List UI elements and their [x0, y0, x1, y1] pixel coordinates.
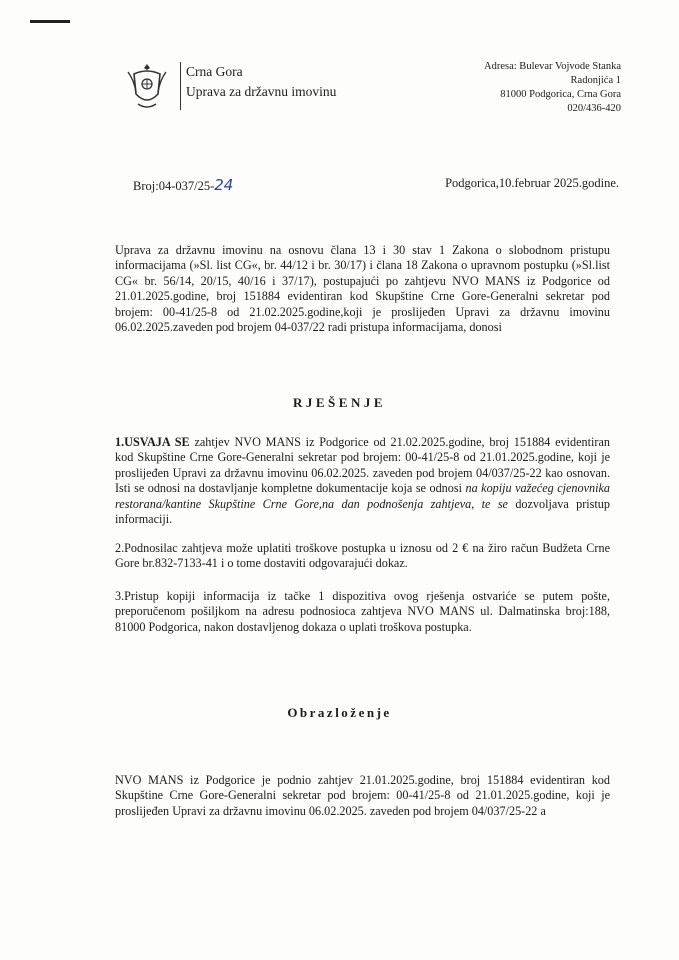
item-1-italic: na kopiju važećeg cjenovnika restorana/kantine Skupštine Crne Gore,na dan podnošenja zahtjeva, te se — [115, 481, 610, 511]
reference-prefix: Broj:04-037/25- — [133, 179, 215, 193]
item-3-paragraph — [115, 589, 610, 635]
org-line-2: Uprava za državnu imovinu — [186, 84, 337, 99]
organization-name — [186, 62, 336, 102]
margin-mark — [30, 20, 70, 23]
item-1-text-a: zahtjev NVO MANS iz Podgorice od 21.02.2025.godine, broj 151884 evidentiran kod Skupštine Crne Gore-Generalni sekretar pod brojem: 00-41/25-8 od 21.01.2025.godine, koji je proslijeđen Upravi za državnu imovinu 06.02.2025. zaveden pod brojem 04/037/25-22 kao osnovan. Isti se odnosi na dostavljanje kompletne dokumentacije koja se odnosi — [115, 435, 610, 496]
reasoning-paragraph — [115, 773, 610, 819]
handwritten-number: 24 — [214, 176, 234, 194]
intro-text: Uprava za državnu imovinu na osnovu člana 13 i 30 stav 1 Zakona o slobodnom pristupu informacijama (»Sl. list CG«, br. 44/12 i br. 30/17) i člana 18 Zakona o upravnom postupku (»Sl.list CG« br. 56/14, 20/15, 40/16 i 37/17), postupajući po zahtjevu NVO MANS iz Podgorice od 21.01.2025.godine, broj 151884 evidentiran kod Skupštine Crne Gore-Generalni sekretar pod brojem: 00-41/25-8 od 21.02.2025.godine,koji je proslijeđen Upravi za državnu imovinu 06.02.2025.zaveden pod brojem 04-037/22 radi pristupa informacijama, donosi — [115, 243, 610, 335]
address-line: 020/436-420 — [567, 103, 621, 114]
reasoning-title: Obrazloženje — [287, 705, 392, 720]
item-1-text-b: dozvoljava pristup informaciji. — [115, 496, 610, 527]
item-2-paragraph — [115, 541, 610, 572]
reference-number — [133, 176, 233, 194]
org-line-1: Crna Gora — [186, 64, 243, 79]
address-block — [484, 60, 621, 116]
address-line: Radonjića 1 — [570, 75, 621, 86]
reasoning-text: NVO MANS iz Podgorice je podnio zahtjev 21.01.2025.godine, broj 151884 evidentiran kod Skupštine Crne Gore-Generalni sekretar pod brojem: 00-41/25-8 od 21.01.2025.godine, koji je proslijeđen Upravi za državnu imovinu 06.02.2025. zaveden pod brojem 04/037/25-22 a — [115, 773, 610, 818]
decision-title: RJEŠENJE — [292, 395, 387, 410]
address-line: 81000 Podgorica, Crna Gora — [500, 89, 621, 100]
item-1-bold: 1.USVAJA SE — [115, 435, 190, 449]
coat-of-arms-icon — [124, 60, 170, 112]
intro-paragraph — [115, 243, 610, 335]
item-2-text: 2.Podnosilac zahtjeva može uplatiti troškove postupka u iznosu od 2 € na žiro račun Budžeta Crne Gore br.832-7133-41 i o tome dostaviti odgovarajući dokaz. — [115, 541, 610, 571]
item-1-paragraph — [115, 435, 610, 527]
header-divider — [180, 62, 181, 110]
item-3-text: 3.Pristup kopiji informacija iz tačke 1 dispozitiva ovog rješenja ostvariće se putem pošte, preporučenom pošiljkom na adresu podnosioca zahtjeva NVO MANS ul. Dalmatinska broj:188, 81000 Podgorica, nakon dostavljenog dokaza o uplati troškova postupka. — [115, 589, 610, 634]
place-date: Podgorica,10.februar 2025.godine. — [445, 176, 619, 190]
address-line: Adresa: Bulevar Vojvode Stanka — [484, 61, 621, 72]
